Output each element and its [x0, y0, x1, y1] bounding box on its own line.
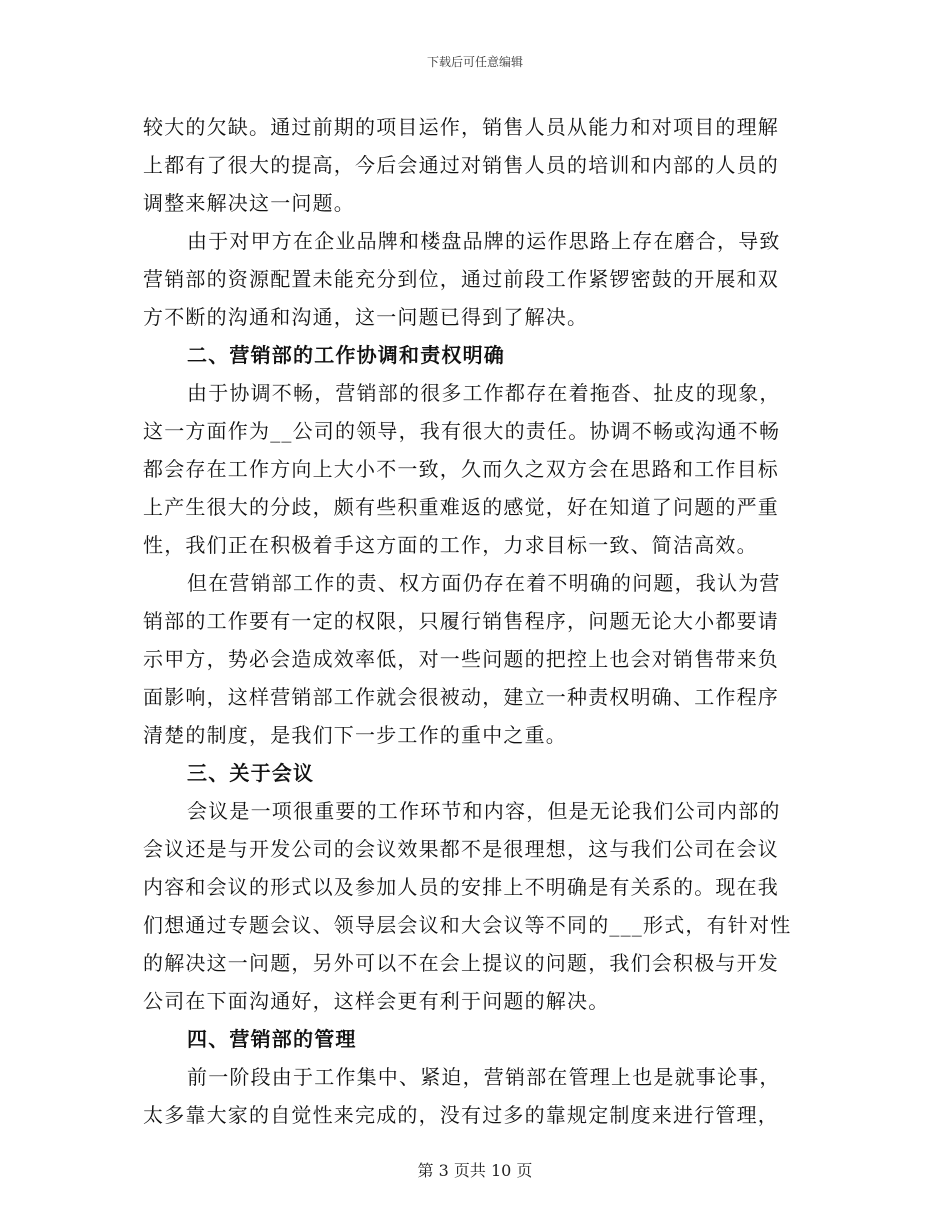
body-line-22: 们想通过专题会议、领导层会议和大会议等不同的___形式，有针对性 — [143, 913, 792, 937]
body-line-5: 营销部的资源配置未能充分到位，通过前段工作紧锣密鼓的开展和双 — [143, 267, 779, 291]
section-heading-3: 三、关于会议 — [187, 761, 315, 785]
body-line-17: 清楚的制度，是我们下一步工作的重中之重。 — [143, 723, 567, 747]
page-number: 第 3 页共 10 页 — [417, 1161, 533, 1180]
body-line-23: 的解决这一问题，另外可以不在会上提议的问题，我们会积极与开发 — [143, 951, 779, 975]
body-line-19: 会议是一项很重要的工作环节和内容，但是无论我们公司内部的 — [187, 799, 781, 823]
body-line-11: 上产生很大的分歧，颇有些积重难返的感觉，好在知道了问题的严重 — [143, 495, 779, 519]
body-line-13: 但在营销部工作的责、权方面仍存在着不明确的问题，我认为营 — [187, 571, 781, 595]
body-line-20: 会议还是与开发公司的会议效果都不是很理想，这与我们公司在会议 — [143, 837, 779, 861]
body-line-24: 公司在下面沟通好，这样会更有利于问题的解决。 — [143, 989, 610, 1013]
body-line-4: 由于对甲方在企业品牌和楼盘品牌的运作思路上存在磨合，导致 — [187, 229, 781, 253]
body-line-15: 示甲方，势必会造成效率低，对一些问题的把控上也会对销售带来负 — [143, 647, 779, 671]
body-line-1: 较大的欠缺。通过前期的项目运作，销售人员从能力和对项目的理解 — [143, 115, 779, 139]
body-line-6: 方不断的沟通和沟通，这一问题已得到了解决。 — [143, 305, 589, 329]
body-line-16: 面影响，这样营销部工作就会很被动，建立一种责权明确、工作程序 — [143, 685, 779, 709]
page-header-note: 下载后可任意编辑 — [426, 55, 523, 69]
section-heading-4: 四、营销部的管理 — [187, 1027, 357, 1051]
body-line-3: 调整来解决这一问题。 — [143, 191, 355, 215]
body-line-14: 销部的工作要有一定的权限，只履行销售程序，问题无论大小都要请 — [143, 609, 779, 633]
body-line-27: 太多靠大家的自觉性来完成的，没有过多的靠规定制度来进行管理， — [143, 1103, 779, 1127]
body-line-9: 这一方面作为__公司的领导，我有很大的责任。协调不畅或沟通不畅 — [143, 419, 781, 443]
body-line-2: 上都有了很大的提高，今后会通过对销售人员的培训和内部的人员的 — [143, 153, 779, 177]
document-body — [143, 108, 807, 1134]
section-heading-2: 二、营销部的工作协调和责权明确 — [187, 343, 505, 367]
body-line-26: 前一阶段由于工作集中、紧迫，营销部在管理上也是就事论事， — [187, 1065, 781, 1089]
body-line-8: 由于协调不畅，营销部的很多工作都存在着拖沓、扯皮的现象， — [187, 381, 781, 405]
body-line-21: 内容和会议的形式以及参加人员的安排上不明确是有关系的。现在我 — [143, 875, 779, 899]
body-line-12: 性，我们正在积极着手这方面的工作，力求目标一致、简洁高效。 — [143, 533, 758, 557]
body-line-10: 都会存在工作方向上大小不一致，久而久之双方会在思路和工作目标 — [143, 457, 779, 481]
